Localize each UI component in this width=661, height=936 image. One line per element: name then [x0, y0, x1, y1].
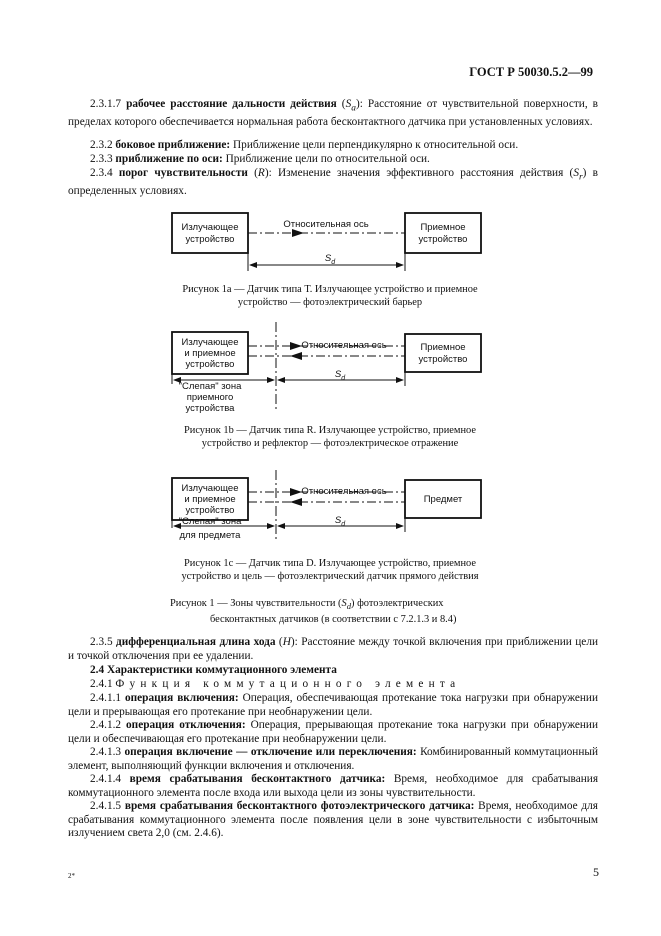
svg-text:устройство: устройство — [185, 359, 235, 370]
svg-text:Приемное: Приемное — [420, 342, 466, 353]
section-title-2-4-1: 2.4.1 Функция коммутационного элемента — [90, 678, 461, 690]
receiver-box — [405, 334, 481, 372]
svg-text:Излучающее: Излучающее — [181, 483, 239, 494]
emitter-label-1: Излучающее — [181, 222, 239, 233]
paragraph-2-3-2: 2.3.2 боковое приближение: Приближение цели перпендикулярно к относительной оси. — [90, 139, 519, 151]
svg-text:Относительная ось: Относительная ось — [301, 340, 387, 351]
svg-text:и приемное: и приемное — [184, 348, 236, 359]
sd-label: $S_d$ — [334, 515, 346, 528]
figure-1b-diagram — [0, 322, 661, 417]
receiver-box — [405, 213, 481, 253]
paragraph-2-3-4: 2.3.4 порог чувствительности (R): Изменение значения эффективного расстояния действия $(S_r)$ в определенных условиях. — [68, 167, 598, 197]
paragraph-2-3-5: 2.3.5 дифференциальная длина хода (H): Расстояние между точкой включения при приближении цели и точкой отключения при ее удалении. — [68, 636, 598, 662]
receiver-label-2: устройство — [418, 234, 468, 245]
paragraph-2-3-3: 2.3.3 приближение по оси: Приближение цели по относительной оси. — [90, 153, 430, 165]
page-number: 5 — [593, 865, 599, 879]
sd-label: $S_d$ — [324, 253, 336, 266]
emitter-box — [172, 213, 248, 253]
svg-text:устройство: устройство — [418, 354, 468, 365]
footer-signature-mark: 2* — [68, 872, 75, 880]
figure-1c-diagram — [0, 470, 661, 546]
target-label: Предмет — [423, 494, 463, 505]
paragraph-2-3-1-7: 2.3.1.7 рабочее расстояние дальности действия $(S_a)$: Расстояние от чувствительной поверхности, в пределах которого обеспечивается нормальная работа бесконтактного датчика при установленных условиях. — [68, 98, 599, 128]
figure-1c-caption: Рисунок 1с — Датчик типа D. Излучающее устройство, приемное устройство и цель — фотоэлектрический датчик прямого действия — [181, 558, 479, 582]
figure-1a-diagram — [0, 205, 661, 275]
document-header: ГОСТ Р 50030.5.2—99 — [469, 65, 593, 79]
paragraph-2-4-1-5: 2.4.1.5 время срабатывания бесконтактного фотоэлектрического датчика: Время, необходимое для срабатывания коммутационного элемента после появления цели в зоне чувствительности с избыточным излучением света 2,0 (см. 2.4.6). — [68, 800, 598, 840]
blind-zone-label-1: "Слепая" зона — [178, 381, 242, 392]
relative-axis-label: Относительная ось — [283, 219, 369, 230]
blind-zone-label-1: "Слепая" зона — [178, 516, 242, 527]
figure-1-caption: Рисунок 1 — Зоны чувствительности $(S_d)$ фотоэлектрических бесконтактных датчиков (в соответствии с 7.2.1.3 и 8.4) — [170, 598, 457, 626]
paragraph-2-4-1-3: 2.4.1.3 операция включение — отключение или переключения: Комбинированный коммутационный элемент, выполняющий функции включения и отключения. — [68, 746, 599, 772]
emitter-label-2: устройство — [185, 234, 235, 245]
svg-text:и приемное: и приемное — [184, 494, 236, 505]
section-title-2-4: 2.4 Характеристики коммутационного элемента — [90, 664, 337, 676]
axis-arrow-right — [292, 229, 304, 237]
paragraph-2-4-1-4: 2.4.1.4 время срабатывания бесконтактного датчика: Время, необходимое для срабатывания коммутационного элемента после входа или выхода цели из зоны чувствительности. — [68, 773, 599, 799]
paragraph-2-4-1-1: 2.4.1.1 операция включения: Операция, обеспечивающая протекание тока нагрузки при обнаружении цели и прерывающая его протекание при необнаружении цели. — [68, 692, 599, 718]
figure-1b-caption: Рисунок 1b — Датчик типа R. Излучающее устройство, приемное устройство и рефлектор — фотоэлектрическое отражение — [183, 425, 476, 449]
svg-text:Относительная ось: Относительная ось — [301, 486, 387, 497]
svg-text:приемного: приемного — [186, 392, 234, 403]
svg-text:для предмета: для предмета — [179, 530, 241, 541]
svg-text:Излучающее: Излучающее — [181, 337, 239, 348]
svg-text:устройства: устройства — [185, 403, 235, 414]
receiver-label-1: Приемное — [420, 222, 466, 233]
sd-label: $S_d$ — [334, 369, 346, 382]
svg-text:устройство: устройство — [185, 505, 235, 516]
figure-1a-caption: Рисунок 1а — Датчик типа Т. Излучающее устройство и приемное устройство — фотоэлектрический барьер — [182, 284, 478, 308]
paragraph-2-4-1-2: 2.4.1.2 операция отключения: Операция, прерывающая протекание тока нагрузки при обнаружении цели и обеспечивающая его протекание при необнаружении цели. — [68, 719, 599, 745]
